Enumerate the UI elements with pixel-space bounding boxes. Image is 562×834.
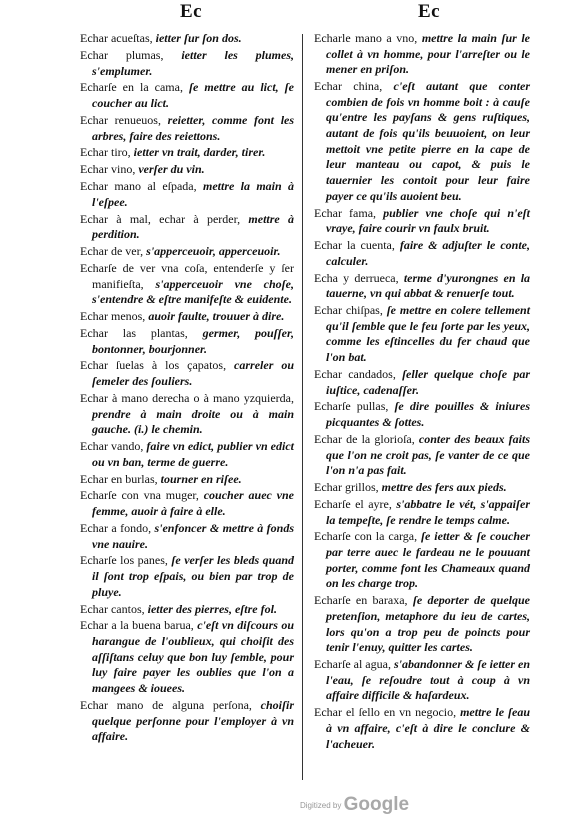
french-definition: ſe deporter de quelque pretenſion, metaphore du ieu de cartes, lors qu'on a trop peu de poincts pour tenir l'enuy, quitter les cartes. xyxy=(326,593,531,655)
dictionary-entry xyxy=(314,271,530,302)
spanish-headword: Echar candados, xyxy=(314,366,396,381)
dictionary-entry xyxy=(314,480,530,496)
dictionary-entry xyxy=(80,162,294,178)
spanish-headword: Echar mano de alguna perſona, xyxy=(80,697,252,712)
spanish-headword: Echar a la buena barua, xyxy=(80,618,194,633)
left-running-head: Ec xyxy=(180,1,203,22)
right-column xyxy=(314,31,530,753)
dictionary-entry xyxy=(80,179,294,210)
dictionary-entry xyxy=(314,529,530,592)
dictionary-entry xyxy=(80,391,294,438)
french-definition: mettre des fers aux pieds. xyxy=(381,480,507,495)
french-definition: auoir faulte, trouuer à dire. xyxy=(148,309,285,324)
spanish-headword: Echar mano al eſpada, xyxy=(80,179,197,194)
dictionary-entry xyxy=(314,399,530,430)
spanish-headword: Echar plumas, xyxy=(80,47,164,62)
spanish-headword: Echar a fondo, xyxy=(80,520,152,535)
french-definition: ſe mettre en colere tellement qu'il ſemble que le feu ſorte par les yeux, comme les eſtincelles du fer chaud que l'on bat. xyxy=(326,303,531,365)
dictionary-entry xyxy=(80,326,294,357)
dictionary-entry xyxy=(80,244,294,260)
google-logo-text: Google xyxy=(343,794,410,815)
spanish-headword: Echarſe en baraxa, xyxy=(314,593,408,608)
french-definition: germer, pouſſer, bontonner, bourjonner. xyxy=(92,325,294,356)
column-divider xyxy=(302,34,303,780)
french-definition: ſe dire pouilles & iniures picquantes & ſottes. xyxy=(326,399,531,430)
dictionary-entry xyxy=(314,206,530,237)
spanish-headword: Echarſe con la carga, xyxy=(314,529,418,544)
french-definition: ſe mettre au lict, ſe coucher au lict. xyxy=(92,80,294,110)
spanish-headword: Echar à mal, echar à perder, xyxy=(80,211,241,226)
french-definition: conter des beaux faits que l'on ne croit pas, ſe vanter de ce que l'on n'a pas fait. xyxy=(326,431,530,478)
french-definition: s'abandonner & ſe ietter en l'eau, ſe reſoudre tout à coup à vn affaire difficile & haſardeux. xyxy=(326,657,531,703)
dictionary-entry xyxy=(80,472,294,488)
spanish-headword: Echar de la glorioſa, xyxy=(314,431,415,446)
spanish-headword: Echarſe al agua, xyxy=(314,657,391,672)
spanish-headword: Echar china, xyxy=(314,79,383,94)
french-definition: ietter des pierres, eſtre fol. xyxy=(147,601,277,616)
spanish-headword: Echar vando, xyxy=(80,439,144,454)
french-definition: choiſir quelque perſonne pour l'employer à vn affaire. xyxy=(92,697,295,744)
french-definition: c'eſt vn diſcours ou harangue de l'oublieux, qui choiſit des aſſiſtans celuy que bon luy ſemble, pour luy faire payer les oublies que l'on a mangees & iouees. xyxy=(92,618,294,695)
dictionary-entry xyxy=(314,31,530,78)
french-definition: s'apperceuoir vne choſe, s'entendre & eſtre manifeſte & euidente. xyxy=(92,276,295,307)
french-definition: faire & adjuſter le conte, calculer. xyxy=(326,238,530,268)
spanish-headword: Echar cantos, xyxy=(80,601,145,616)
french-definition: ietter vn trait, darder, tirer. xyxy=(133,145,266,160)
spanish-headword: Echar el ſello en vn negocio, xyxy=(314,705,457,720)
french-definition: ſeller quelque choſe par iuſtice, cadenaſſer. xyxy=(326,366,531,397)
dictionary-entry xyxy=(314,303,530,366)
spanish-headword: Echar à mano derecha o à mano yzquierda, xyxy=(80,390,294,405)
spanish-headword: Echar menos, xyxy=(80,309,146,324)
dictionary-entry xyxy=(314,593,530,656)
spanish-headword: Echar las plantas, xyxy=(80,325,188,340)
dictionary-entry xyxy=(80,521,294,552)
french-definition: publier vne choſe qui n'eſt vraye, faire courir vn faulx bruit. xyxy=(326,205,530,236)
spanish-headword: Echar fama, xyxy=(314,205,377,220)
dictionary-entry xyxy=(80,48,294,79)
spanish-headword: Echar ſuelas à los çapatos, xyxy=(80,358,227,373)
right-running-head: Ec xyxy=(418,1,441,22)
dictionary-entry xyxy=(80,618,294,696)
spanish-headword: Echarſe en la cama, xyxy=(80,80,183,95)
spanish-headword: Echarſe de ver vna coſa, entenderſe y ſer manifieſta, xyxy=(80,260,294,291)
french-definition: s'apperceuoir, apperceuoir. xyxy=(146,244,281,259)
dictionary-entry xyxy=(80,145,294,161)
french-definition: ſe ietter & ſe coucher par terre auec le fardeau ne le pouuant porter, comme font les Chameaux quand on les charge trop. xyxy=(326,529,530,591)
french-definition: prendre à main droite ou à main gauche. (i.) le chemin. xyxy=(92,406,294,437)
french-definition: ſe verſer les bleds quand il ſont trop eſpais, ou bien par trop de pluye. xyxy=(92,553,294,599)
french-definition: verſer du vin. xyxy=(138,162,205,177)
dictionary-entry xyxy=(314,238,530,269)
dictionary-entry xyxy=(314,705,530,752)
french-definition: mettre la main ſur le collet à vn homme, pour l'arreſter ou le mener en priſon. xyxy=(326,31,530,77)
dictionary-entry xyxy=(80,212,294,243)
dictionary-entry xyxy=(80,553,294,600)
dictionary-entry xyxy=(80,261,294,308)
french-definition: carreler ou ſemeler des ſouliers. xyxy=(92,358,294,389)
spanish-headword: Echarſe con vna muger, xyxy=(80,488,199,503)
spanish-headword: Echarſe los panes, xyxy=(80,553,168,568)
spanish-headword: Echar renueuos, xyxy=(80,112,161,127)
dictionary-entry xyxy=(314,79,530,204)
digitized-footer xyxy=(300,794,409,816)
spanish-headword: Echa y derrueca, xyxy=(314,270,399,285)
french-definition: ietter les plumes, s'emplumer. xyxy=(92,47,294,78)
dictionary-entry xyxy=(80,309,294,325)
french-definition: mettre à perdition. xyxy=(92,211,295,242)
french-definition: tourner en riſee. xyxy=(160,471,242,486)
dictionary-entry xyxy=(80,358,294,389)
dictionary-entry xyxy=(80,31,294,47)
spanish-headword: Echar de ver, xyxy=(80,244,144,259)
spanish-headword: Echarſe pullas, xyxy=(314,399,389,414)
spanish-headword: Echarſe el ayre, xyxy=(314,496,392,511)
spanish-headword: Echar en burlas, xyxy=(80,471,158,486)
dictionary-entry xyxy=(314,432,530,479)
spanish-headword: Echar acueſtas, xyxy=(80,31,153,45)
dictionary-entry xyxy=(80,698,294,745)
digitized-prefix: Digitized by xyxy=(300,801,342,810)
dictionary-entry xyxy=(80,113,294,144)
french-definition: ietter ſur ſon dos. xyxy=(155,31,242,45)
spanish-headword: Echar tiro, xyxy=(80,145,131,160)
left-column xyxy=(80,31,294,746)
french-definition: faire vn edict, publier vn edict ou vn ban, terme de guerre. xyxy=(92,439,294,469)
spanish-headword: Echar vino, xyxy=(80,162,136,177)
dictionary-entry xyxy=(314,657,530,704)
dictionary-entry xyxy=(314,367,530,398)
spanish-headword: Echar chiſpas, xyxy=(314,303,383,318)
dictionary-entry xyxy=(80,80,294,111)
french-definition: s'enfoncer & mettre à fonds vne nauire. xyxy=(92,520,294,551)
spanish-headword: Echar la cuenta, xyxy=(314,238,395,253)
dictionary-entry xyxy=(80,602,294,618)
french-definition: c'eſt autant que conter combien de fois vn homme boit : à cauſe qu'entre les payſans & gens ruſtiques, autant de fois qu'ils beuuoient, on leur mettoit vne petite pierre en la cape de leur manteau ou capot, & puis le tauernier les contoit pour leur faire payer ce qu'ils auoient beu. xyxy=(326,79,531,203)
dictionary-entry xyxy=(80,439,294,470)
spanish-headword: Echarle mano a vno, xyxy=(314,31,418,45)
french-definition: mettre la main à l'eſpee. xyxy=(92,179,295,209)
french-definition: terme d'yurongnes en la tauerne, vn qui abbat & renuerſe tout. xyxy=(326,270,531,301)
french-definition: coucher auec vne femme, auoir à faire à elle. xyxy=(92,488,294,519)
french-definition: s'abbatre le vét, s'appaiſer la tempeſte, ſe rendre le temps calme. xyxy=(326,496,531,527)
dictionary-entry xyxy=(314,497,530,528)
french-definition: reietter, comme font les arbres, faire des reiettons. xyxy=(92,112,295,143)
french-definition: mettre le ſeau à vn affaire, c'eſt à dire le conclure & l'acheuer. xyxy=(326,705,531,751)
dictionary-entry xyxy=(80,488,294,519)
spanish-headword: Echar grillos, xyxy=(314,480,379,495)
